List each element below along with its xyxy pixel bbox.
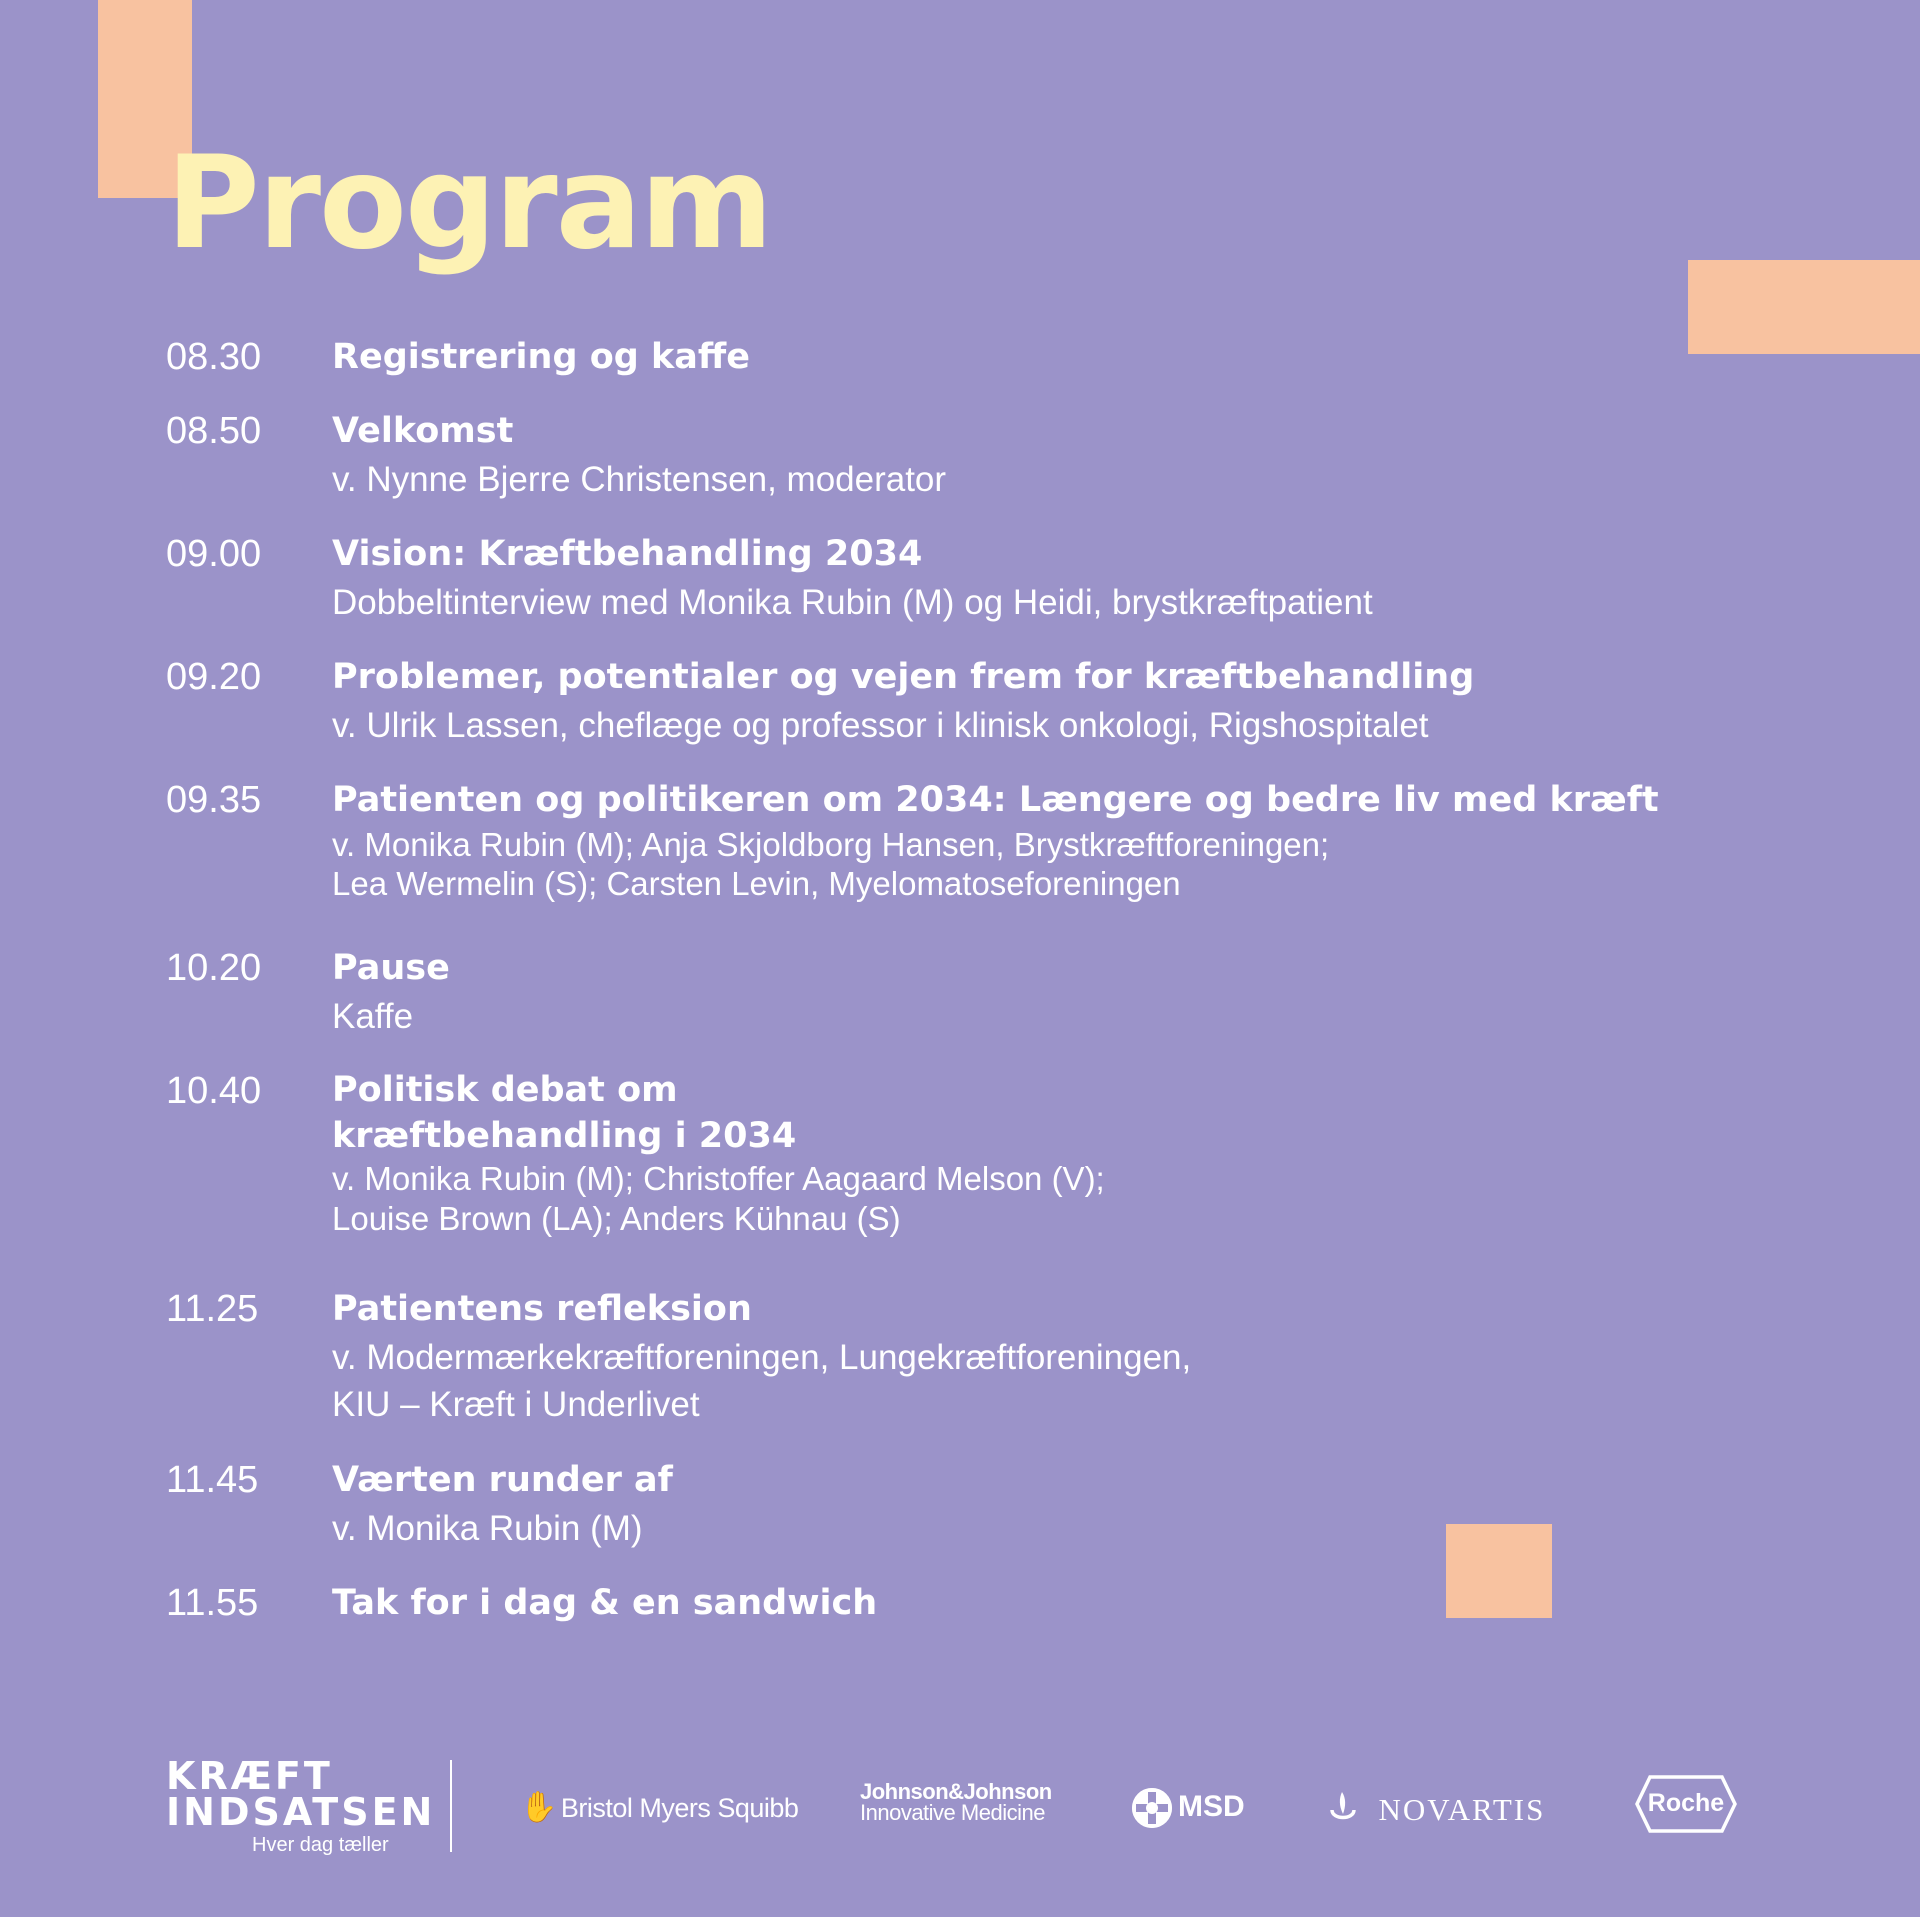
program-time: 09.35 xyxy=(166,779,262,821)
program-item-detail: v. Monika Rubin (M); Christoffer Aagaard Melson (V); xyxy=(332,1160,1105,1197)
roche-logo xyxy=(1634,1774,1738,1834)
novartis-logo-text: NOVARTIS xyxy=(1378,1792,1546,1827)
decorative-block-right xyxy=(1688,260,1920,354)
program-item-title: Værten runder af xyxy=(332,1460,673,1500)
program-time: 08.30 xyxy=(166,336,262,378)
program-time: 09.20 xyxy=(166,656,262,698)
program-item-title: Vision: Kræftbehandling 2034 xyxy=(332,534,923,574)
program-item-title: Registrering og kaffe xyxy=(332,337,750,377)
novartis-logo xyxy=(1326,1788,1545,1829)
program-time: 11.25 xyxy=(166,1288,259,1330)
program-item-detail: Lea Wermelin (S); Carsten Levin, Myelomatoseforeningen xyxy=(332,865,1181,903)
msd-logo-text: MSD xyxy=(1178,1789,1245,1823)
jj-logo-line2: Innovative Medicine xyxy=(860,1799,1045,1825)
program-item-detail: KIU – Kræft i Underlivet xyxy=(332,1384,700,1424)
organizer-tagline: Hver dag tæller xyxy=(252,1834,389,1857)
page-title: Program xyxy=(166,129,772,278)
roche-logo-text: Roche xyxy=(1647,1789,1725,1817)
hand-icon: ✋ xyxy=(520,1791,557,1824)
program-item-title: Problemer, potentialer og vejen frem for kræftbehandling xyxy=(332,657,1475,697)
program-item-detail: v. Monika Rubin (M); Anja Skjoldborg Hansen, Brystkræftforeningen; xyxy=(332,825,1330,863)
msd-logo-icon xyxy=(1132,1788,1172,1828)
program-item-detail: v. Ulrik Lassen, cheflæge og professor i klinisk onkologi, Rigshospitalet xyxy=(332,705,1429,745)
program-time: 11.45 xyxy=(166,1459,259,1501)
kraeftindsatsen-logo xyxy=(166,1754,436,1857)
program-item-title: Velkomst xyxy=(332,411,514,451)
organizer-logo-line2: INDSATSEN xyxy=(166,1790,436,1835)
program-time: 10.40 xyxy=(166,1070,262,1112)
novartis-flame-icon xyxy=(1326,1791,1371,1828)
program-item-detail: v. Nynne Bjerre Christensen, moderator xyxy=(332,459,947,499)
program-item-title: Politisk debat om kræftbehandling i 2034 xyxy=(332,1070,797,1156)
program-item-title: Patienten og politikeren om 2034: Længere og bedre liv med kræft xyxy=(332,780,1659,820)
program-item-detail: Dobbeltinterview med Monika Rubin (M) og Heidi, brystkræftpatient xyxy=(332,582,1373,622)
footer-logos xyxy=(0,1740,1920,1860)
program-item-title: Pause xyxy=(332,948,450,988)
program-item-title: Tak for i dag & en sandwich xyxy=(332,1583,878,1623)
bms-logo xyxy=(520,1790,798,1825)
jj-logo-line1: Johnson&Johnson xyxy=(860,1779,1052,1804)
program-item-detail: Kaffe xyxy=(332,996,414,1036)
program-item-detail: Louise Brown (LA); Anders Kühnau (S) xyxy=(332,1199,901,1237)
program-time: 11.55 xyxy=(166,1582,259,1624)
jj-logo xyxy=(860,1779,1052,1825)
program-item-detail: v. Modermærkekræftforeningen, Lungekræftforeningen, xyxy=(332,1337,1192,1377)
footer-divider xyxy=(450,1760,452,1852)
program-time: 08.50 xyxy=(166,410,262,452)
program-item-title: Patientens refleksion xyxy=(332,1289,752,1329)
program-time: 09.00 xyxy=(166,533,262,575)
program-item-detail: v. Monika Rubin (M) xyxy=(332,1508,643,1548)
bms-logo-text: Bristol Myers Squibb xyxy=(560,1793,799,1823)
organizer-logo-line1: KRÆFT xyxy=(166,1754,333,1798)
program-time: 10.20 xyxy=(166,947,262,989)
msd-logo xyxy=(1132,1788,1245,1828)
